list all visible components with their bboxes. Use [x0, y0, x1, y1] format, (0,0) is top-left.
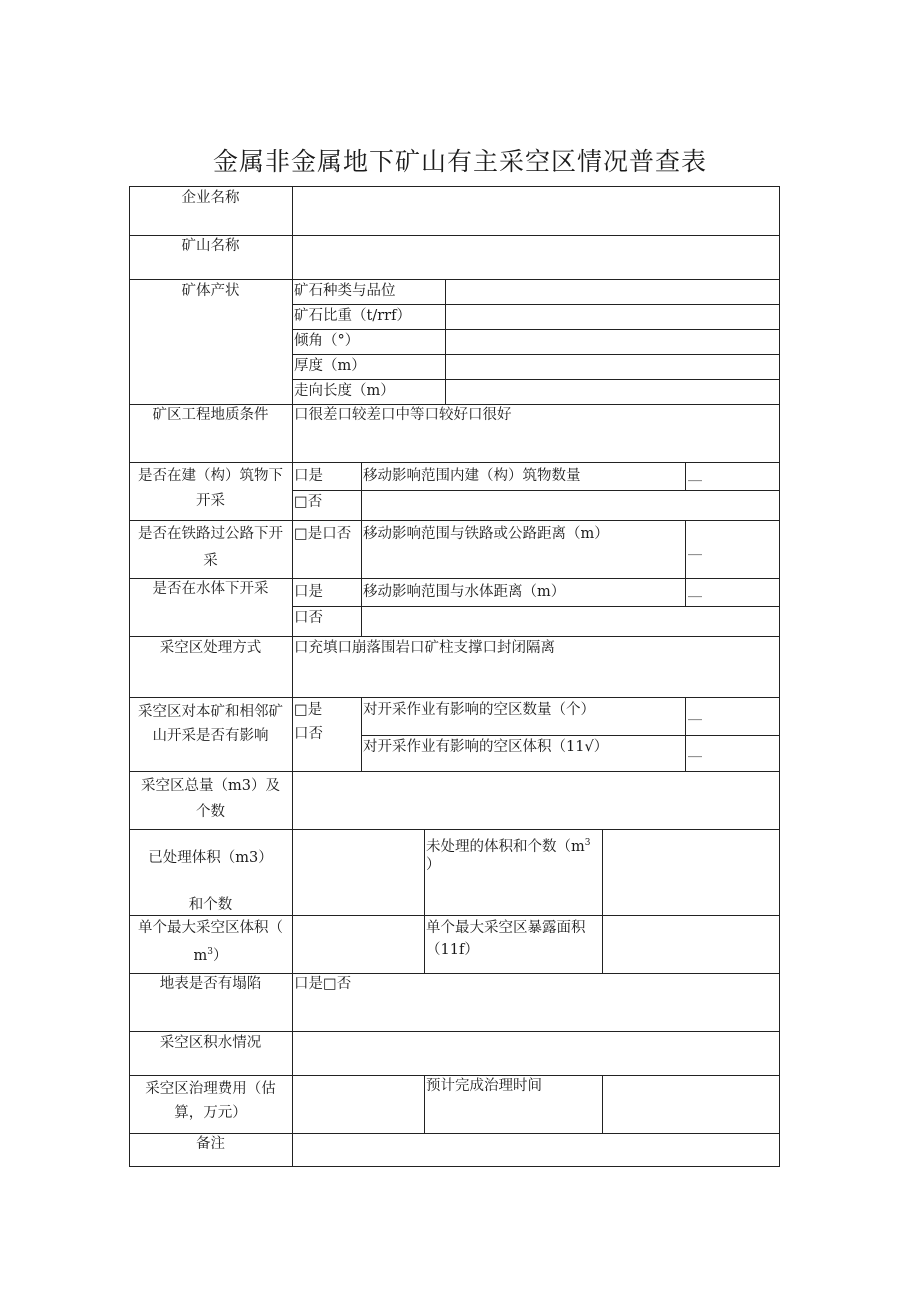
impact-count-label: 对开采作业有影响的空区数量（个） — [363, 702, 595, 718]
ore-type-grade-label: 矿石种类与品位 — [294, 283, 396, 299]
water-distance-label: 移动影响范围与水体距离（m） — [363, 584, 566, 600]
survey-table — [129, 186, 780, 1167]
dip-angle-label: 倾角（°） — [294, 333, 360, 349]
row-divider — [292, 490, 780, 491]
column-divider — [361, 697, 362, 771]
company-name-label: 企业名称 — [181, 190, 240, 206]
row-divider — [129, 829, 780, 830]
under-buildings-label-2: 开采 — [196, 493, 225, 509]
under-road-label: 是否在铁路过公路下开 — [138, 526, 283, 542]
row-divider — [129, 520, 780, 521]
column-divider — [685, 462, 686, 490]
mine-name-label: 矿山名称 — [181, 238, 240, 254]
water-no-checkbox[interactable]: 口否 — [294, 610, 323, 626]
column-divider — [292, 186, 293, 1167]
column-divider — [445, 279, 446, 404]
row-divider — [292, 329, 780, 330]
row-divider — [129, 462, 780, 463]
strike-length-label: 走向长度（m） — [294, 383, 395, 399]
impact-count-blank[interactable]: __ — [688, 705, 702, 721]
impact-yes-checkbox[interactable]: □是 — [294, 702, 323, 718]
page-title: 金属非金属地下矿山有主采空区情况普查表 — [212, 147, 707, 176]
max-volume-label: 单个最大采空区体积（ — [138, 920, 283, 936]
row-divider — [129, 771, 780, 772]
impact-no-checkbox[interactable]: 口否 — [294, 726, 323, 742]
max-volume-label-2: $m^3$） — [193, 947, 228, 964]
column-divider — [685, 578, 686, 606]
road-distance-blank[interactable]: __ — [688, 540, 702, 556]
ore-density-label: 矿石比重（t/rrf） — [294, 308, 411, 324]
road-distance-label: 移动影响范围与铁路或公路距离（m） — [363, 526, 609, 542]
road-yes-no-checkbox[interactable]: □是口否 — [294, 526, 352, 542]
total-volume-label: 采空区总量（m3）及 — [141, 778, 280, 794]
untreated-label-2: ） — [426, 857, 441, 873]
geology-options[interactable]: 口很差口较差口中等口较好口很好 — [294, 407, 512, 423]
column-divider — [361, 462, 362, 636]
row-divider — [292, 606, 780, 607]
water-yes-checkbox[interactable]: 口是 — [294, 584, 323, 600]
cost-label: 采空区治理费用（估 — [145, 1081, 276, 1097]
impact-volume-blank[interactable]: __ — [688, 742, 702, 758]
column-divider — [685, 697, 686, 771]
impact-label: 采空区对本矿和相邻矿 — [138, 704, 283, 720]
under-buildings-label: 是否在建（构）筑物下 — [138, 468, 283, 484]
column-divider — [424, 1075, 425, 1133]
ore-body-label: 矿体产状 — [181, 283, 240, 299]
buildings-yes-checkbox[interactable]: 口是 — [294, 468, 323, 484]
buildings-no-checkbox[interactable]: □否 — [294, 494, 323, 510]
completion-time-label: 预计完成治理时间 — [426, 1078, 542, 1094]
treatment-method-label: 采空区处理方式 — [159, 640, 262, 656]
treated-volume-label: 已处理体积（m3） — [148, 850, 273, 866]
under-water-label: 是否在水体下开采 — [152, 581, 269, 597]
buildings-count-blank[interactable]: __ — [688, 466, 702, 482]
max-area-label: 单个最大采空区暴露面积 — [426, 920, 586, 936]
max-area-label-2: （11f） — [426, 942, 479, 958]
column-divider — [602, 829, 603, 973]
column-divider — [685, 520, 686, 578]
cost-label-2: 算，万元） — [174, 1105, 247, 1121]
buildings-count-label: 移动影响范围内建（构）筑物数量 — [363, 468, 581, 484]
water-accumulation-label: 采空区积水情况 — [159, 1035, 262, 1051]
subsidence-options[interactable]: 口是□否 — [294, 976, 352, 992]
impact-volume-label: 对开采作业有影响的空区体积（11√） — [363, 739, 609, 755]
under-road-label-2: 采 — [203, 553, 218, 569]
water-distance-blank[interactable]: __ — [688, 582, 702, 598]
subsidence-label: 地表是否有塌陷 — [159, 976, 262, 992]
column-divider — [602, 1075, 603, 1133]
remarks-label: 备注 — [196, 1136, 225, 1152]
impact-label-2: 山开采是否有影响 — [152, 728, 269, 744]
geology-label: 矿区工程地质条件 — [152, 407, 269, 423]
treatment-options[interactable]: 口充填口崩落围岩口矿柱支撑口封闭隔离 — [294, 640, 555, 656]
thickness-label: 厚度（m） — [294, 358, 366, 374]
column-divider — [424, 829, 425, 973]
total-volume-label-2: 个数 — [196, 804, 225, 820]
untreated-label: 未处理的体积和个数（$m^3$ — [426, 838, 591, 855]
treated-volume-label-2: 和个数 — [188, 897, 233, 913]
